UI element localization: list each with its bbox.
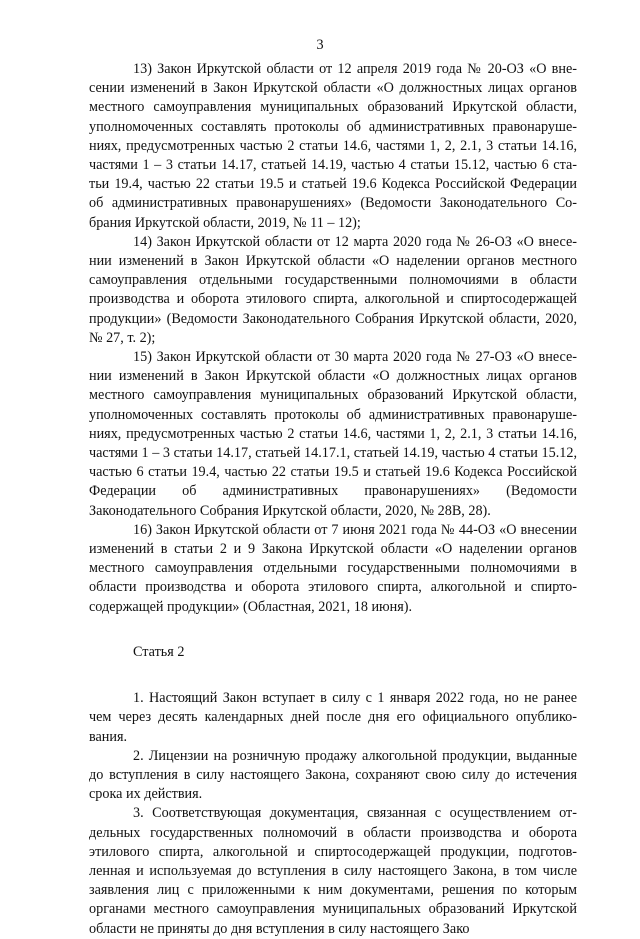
law-item-16: 16) Закон Иркутской области от 7 июня 2021 года № 44-ОЗ «О внесении изменений в статьи 2 и 9 Закона Иркутской области «О наделении органов местного самоуправления отдельными государственными полномочиями в области производства и оборота этилового спирта, алкогольной и спиртосодержащей продукции» (Областная, 2021, 18 июня). — [89, 521, 577, 615]
page-number: 3 — [316, 37, 324, 53]
law-item-15: 15) Закон Иркутской области от 30 марта 2020 года № 27-ОЗ «О внесении изменений в Закон Иркутской области «О должностных лицах органов местного самоуправления муниципальных образований Иркутской области, уполномоченных составлять протоколы об административных правонарушениях, предусмотренных частью 2 статьи 14.6, частями 1, 2, 2.1, 3 статьи 14.16, частями 1 – 3 статьи 14.17, статьей 14.17.1, статьей 14.19, частью 4 статьи 15.12, частью 6 статьи 19.4, частью 22 статьи 19.5 и статьей 19.6 Кодекса Российской Федерации об административных правонарушениях» (Ведомости Законодательного Собрания Иркутской области, 2020, № 28В, 28). — [89, 349, 577, 519]
article-2-heading: Статья 2 — [133, 643, 185, 660]
law-item-14: 14) Закон Иркутской области от 12 марта 2020 года № 26-ОЗ «О внесении изменений в Закон Иркутской области «О наделении органов местного самоуправления отдельными государственными полномочиями в области производства и оборота этилового спирта, алкогольной и спиртосодержащей продукции» (Ведомости Законодательного Собрания Иркутской области, 2020, № 27, т. 2); — [89, 233, 577, 346]
law-item-13: 13) Закон Иркутской области от 12 апреля 2019 года № 20-ОЗ «О внесении изменений в Закон Иркутской области «О должностных лицах органов местного самоуправления муниципальных образований Иркутской области, уполномоченных составлять протоколы об административных правонарушениях, предусмотренных частью 2 статьи 14.6, частями 1, 2, 2.1, 3 статьи 14.16, частями 1 – 3 статьи 14.17, статьей 14.19, частью 4 статьи 15.12, частью 6 статьи 19.4, частью 22 статьи 19.5 и статьей 19.6 Кодекса Российской Федерации об административных правонарушениях» (Ведомости Законодательного Собрания Иркутской области, 2019, № 11 – 12); — [89, 61, 577, 231]
article-2-item-2: 2. Лицензии на розничную продажу алкогольной продукции, выданные до вступления в силу настоящего Закона, сохраняют свою силу до истечения срока их действия. — [89, 747, 577, 803]
article-2-item-1: 1. Настоящий Закон вступает в силу с 1 января 2022 года, но не ранее чем через десять календарных дней после дня его официального опубликования. — [89, 690, 577, 745]
document-body — [89, 60, 577, 939]
article-2-item-3: 3. Соответствующая документация, связанная с осуществлением отдельных государственных полномочий в области производства и оборота этилового спирта, алкогольной и спиртосодержащей продукции, подготовленная и используемая до вступления в силу настоящего Закона, в том числе заявления лиц с приложенными к ним документами, решения по которым органами местного самоуправления муниципальных образований Иркутской области не приняты до дня вступления в силу настоящего Зако — [89, 805, 577, 937]
